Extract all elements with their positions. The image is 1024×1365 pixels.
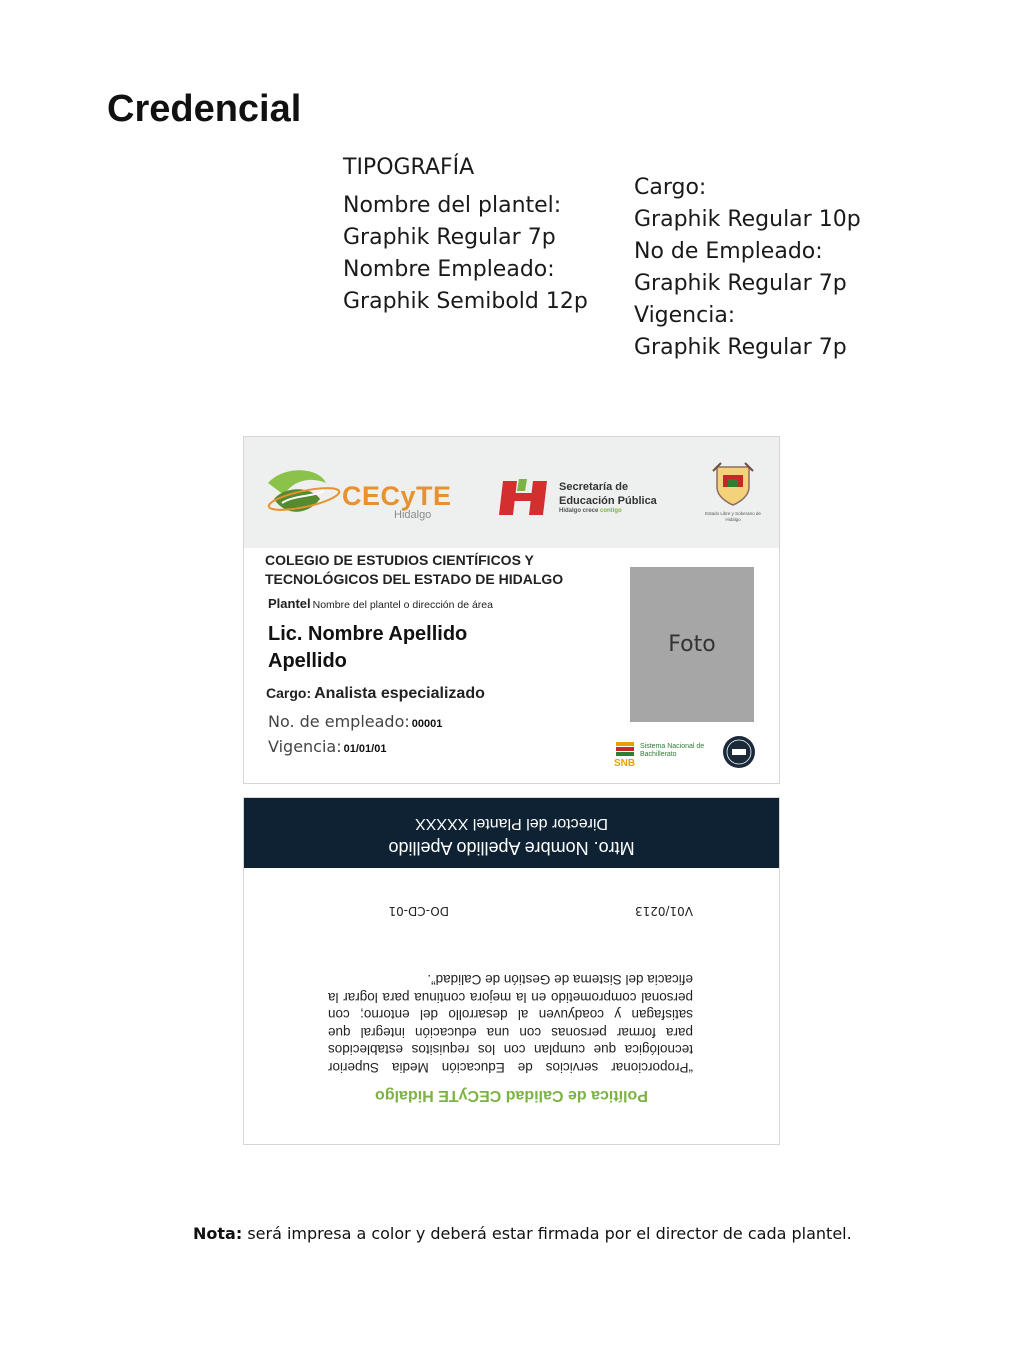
note-text: será impresa a color y deberá estar firmada por el director de cada plantel. bbox=[242, 1224, 852, 1243]
snb-text: Sistema Nacional de Bachillerato bbox=[640, 743, 705, 758]
cargo-label: Cargo: bbox=[266, 685, 312, 701]
photo-placeholder bbox=[630, 567, 754, 722]
typography-line: Graphik Regular 7p bbox=[634, 271, 847, 296]
empleado-row bbox=[268, 712, 442, 731]
plantel-label: Plantel bbox=[268, 596, 311, 611]
empleado-value: 00001 bbox=[411, 718, 443, 730]
signer-band bbox=[244, 797, 779, 868]
version-code: V01/0213 bbox=[634, 904, 693, 918]
typography-line: Graphik Regular 10p bbox=[634, 207, 861, 232]
photo-label: Foto bbox=[668, 632, 716, 657]
document-code: DO-CD-01 bbox=[388, 904, 449, 918]
snb-label: SNB bbox=[614, 758, 636, 769]
college-name: COLEGIO DE ESTUDIOS CIENTÍFICOS Y TECNOLÓGICOS DEL ESTADO DE HIDALGO bbox=[265, 552, 564, 587]
cecyte-logo-text: CECyTE bbox=[342, 481, 452, 511]
cargo-value: Analista especializado bbox=[314, 685, 485, 702]
signer-role: Director del Plantel XXXXX bbox=[415, 815, 608, 832]
typography-left bbox=[343, 152, 588, 318]
empleado-label: No. de empleado: bbox=[268, 712, 410, 731]
sep-tag-b: contigo bbox=[600, 508, 622, 514]
employee-name: Lic. Nombre Apellido Apellido bbox=[268, 623, 468, 672]
policy-text: “Proporcionar servicios de Educación Media Superior tecnológica que cumplan con los requisitos establecidos para formar personas con una educación integral que satisfagan y coadyuven al desarrollo del entorno; con personal comprometido en la mejora continua para lograr la eficacia del Sistema de Gestión de Calidad”. bbox=[328, 972, 693, 1075]
vigencia-row bbox=[268, 737, 386, 756]
vigencia-label: Vigencia: bbox=[268, 737, 342, 756]
cecyte-leaf-logo bbox=[264, 465, 344, 525]
typography-right bbox=[634, 172, 861, 364]
typography-line: No de Empleado: bbox=[634, 239, 823, 264]
plantel-row bbox=[268, 596, 493, 611]
typography-line: Nombre Empleado: bbox=[343, 257, 555, 282]
typography-line: Nombre del plantel: bbox=[343, 193, 562, 218]
page-title: Credencial bbox=[107, 88, 302, 130]
sep-tagline bbox=[559, 508, 622, 514]
policy-title: Política de Calidad CECyTE Hidalgo bbox=[375, 1087, 648, 1104]
snb-logo-icon bbox=[614, 740, 638, 758]
sep-line2: Educación Pública bbox=[559, 495, 657, 507]
sep-h-logo bbox=[497, 477, 553, 519]
card-header bbox=[244, 437, 779, 548]
typography-line: Graphik Semibold 12p bbox=[343, 289, 588, 314]
typography-line: Vigencia: bbox=[634, 303, 736, 328]
cecyte-logo-sub: Hidalgo bbox=[394, 509, 432, 521]
typography-heading: TIPOGRAFÍA bbox=[343, 155, 475, 180]
credential-front bbox=[243, 436, 780, 784]
typography-line: Cargo: bbox=[634, 175, 707, 200]
vigencia-value: 01/01/01 bbox=[343, 743, 387, 755]
note-paragraph bbox=[193, 1221, 853, 1246]
iso-9001-seal-icon bbox=[721, 734, 757, 770]
state-caption: Estado Libre y Soberano de Hidalgo bbox=[705, 511, 761, 522]
cargo-row bbox=[266, 685, 485, 703]
note-label: Nota: bbox=[193, 1224, 243, 1243]
sep-tag-a: Hidalgo crece bbox=[559, 508, 601, 514]
sep-line1: Secretaría de bbox=[559, 481, 629, 493]
typography-line: Graphik Regular 7p bbox=[343, 225, 556, 250]
plantel-value: Nombre del plantel o dirección de área bbox=[312, 599, 493, 611]
sep-logo-text bbox=[559, 480, 657, 508]
credential-back bbox=[243, 797, 780, 1145]
signer-name: Mtro. Nombre Apellido Apellido bbox=[388, 838, 635, 858]
state-coat-of-arms-icon bbox=[709, 461, 757, 509]
typography-line: Graphik Regular 7p bbox=[634, 335, 847, 360]
